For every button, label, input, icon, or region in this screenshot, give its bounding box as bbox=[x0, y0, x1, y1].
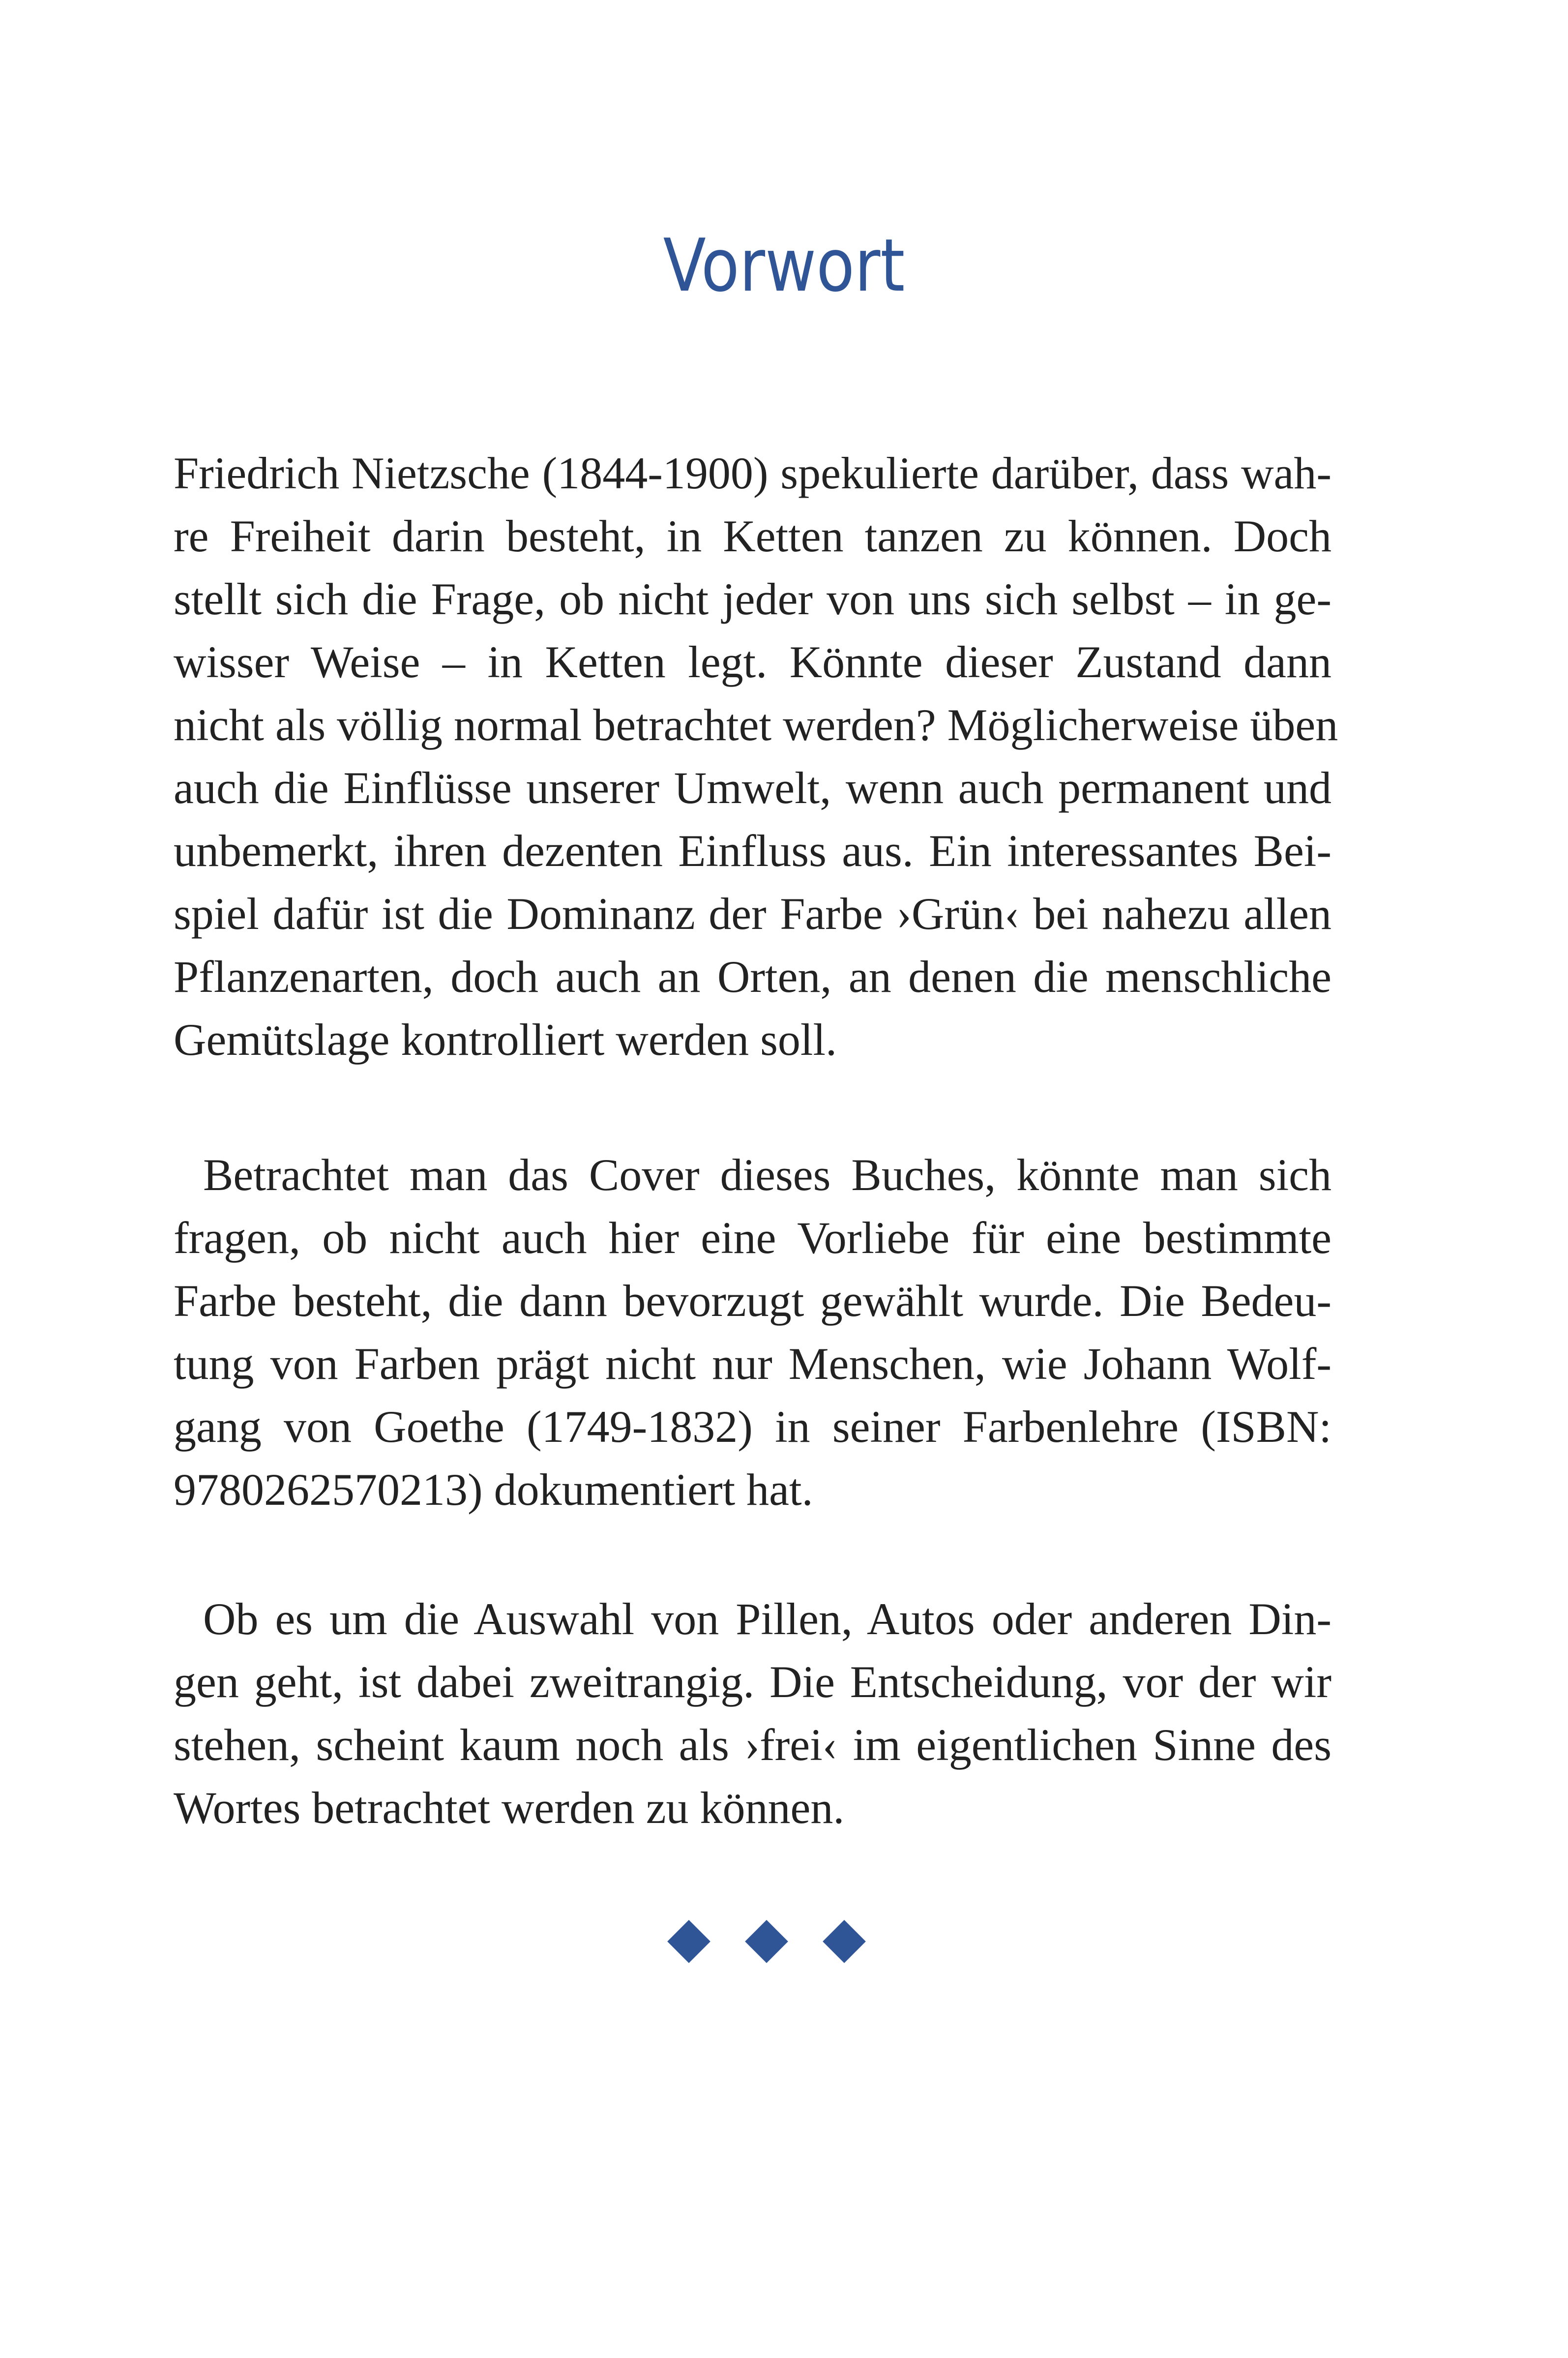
text-line: Betrachtet man das Cover dieses Buches, könnte man sich bbox=[203, 1150, 1331, 1200]
paragraph-3 bbox=[174, 1587, 1331, 1839]
diamond-icon bbox=[823, 1920, 866, 1963]
text-line: Wortes betrachtet werden zu können. bbox=[174, 1783, 845, 1833]
text-line: stellt sich die Frage, ob nicht jeder von uns sich selbst – in ge- bbox=[174, 574, 1331, 624]
text-line: gen geht, ist dabei zweitrangig. Die Entscheidung, vor der wir bbox=[174, 1657, 1331, 1707]
text-line: stehen, scheint kaum noch als ›frei‹ im eigentlichen Sinne des bbox=[174, 1720, 1331, 1770]
text-line: unbemerkt, ihren dezenten Einfluss aus. Ein interessantes Bei- bbox=[174, 826, 1331, 876]
paragraph-2 bbox=[174, 1143, 1331, 1521]
text-line: Friedrich Nietzsche (1844-1900) spekulierte darüber, dass wah- bbox=[174, 448, 1331, 498]
diamond-icon bbox=[745, 1920, 788, 1963]
text-line: auch die Einflüsse unserer Umwelt, wenn auch permanent und bbox=[174, 763, 1331, 813]
text-line: Gemütslage kontrolliert werden soll. bbox=[174, 1015, 837, 1065]
text-line: Ob es um die Auswahl von Pillen, Autos oder anderen Din- bbox=[203, 1594, 1331, 1644]
paragraph-1 bbox=[174, 442, 1338, 1071]
text-line: Pflanzenarten, doch auch an Orten, an denen die menschliche bbox=[174, 952, 1331, 1002]
text-line: fragen, ob nicht auch hier eine Vorliebe für eine bestimmte bbox=[174, 1213, 1331, 1263]
text-line: re Freiheit darin besteht, in Ketten tanzen zu können. Doch bbox=[174, 511, 1331, 561]
diamond-icon bbox=[667, 1920, 710, 1963]
section-ornament bbox=[0, 1920, 1568, 1974]
text-line: Farbe besteht, die dann bevorzugt gewählt wurde. Die Bedeu- bbox=[174, 1276, 1331, 1326]
text-line: 9780262570213) dokumentiert hat. bbox=[174, 1464, 813, 1515]
text-line: wisser Weise – in Ketten legt. Könnte dieser Zustand dann bbox=[174, 637, 1331, 687]
page-title: Vorwort bbox=[663, 223, 905, 308]
text-line: tung von Farben prägt nicht nur Menschen, wie Johann Wolf- bbox=[174, 1339, 1331, 1389]
text-line: nicht als völlig normal betrachtet werden? Möglicherweise üben bbox=[174, 700, 1338, 750]
text-line: spiel dafür ist die Dominanz der Farbe ›Grün‹ bei nahezu allen bbox=[174, 889, 1331, 939]
text-line: gang von Goethe (1749-1832) in seiner Farbenlehre (ISBN: bbox=[174, 1402, 1331, 1452]
